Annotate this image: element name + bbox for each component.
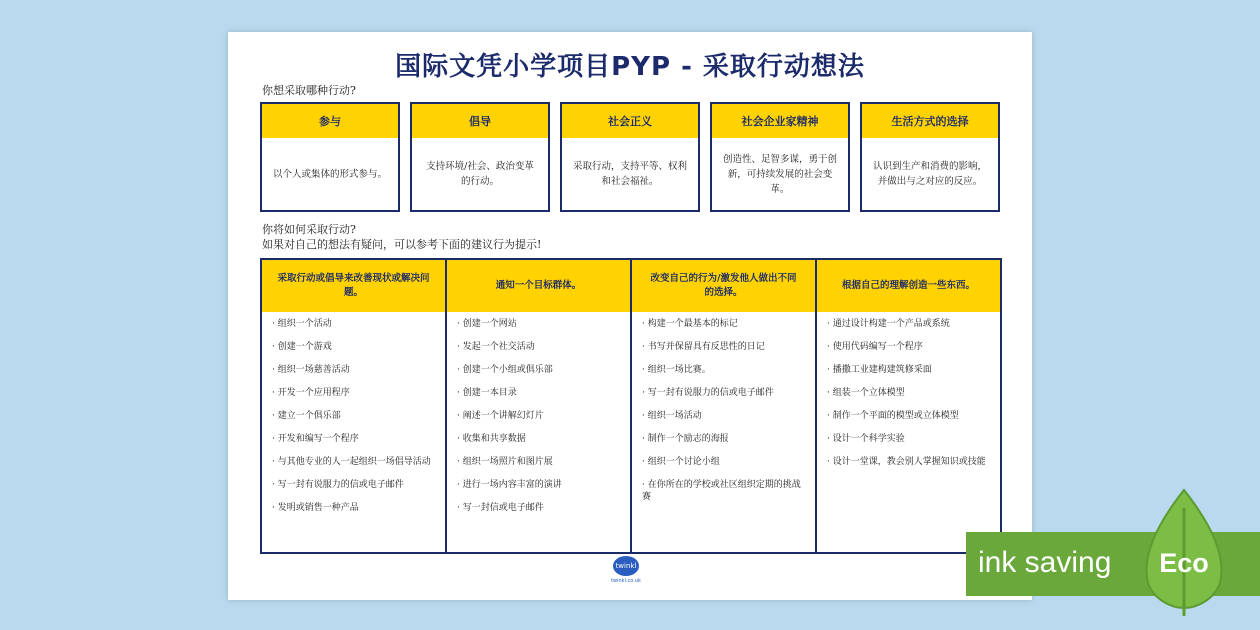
list-item: · 写一封信或电子邮件 (457, 502, 624, 514)
action-box-head: 生活方式的选择 (862, 104, 998, 138)
action-box-participation (260, 102, 400, 212)
list-item: · 创建一个网站 (457, 318, 624, 330)
list-item: · 制作一个励志的海报 (642, 433, 809, 445)
action-box-head: 倡导 (412, 104, 548, 138)
list-item: · 创建一本目录 (457, 387, 624, 399)
action-box-body: 采取行动，支持平等、权利和社会福祉。 (572, 161, 687, 187)
question-how (262, 222, 541, 252)
list-item: · 组织一个活动 (272, 318, 439, 330)
list-item: · 使用代码编写一个程序 (827, 341, 994, 353)
twinkl-logo (604, 556, 648, 590)
list-item: · 构建一个最基本的标记 (642, 318, 809, 330)
list-item: · 开发一个应用程序 (272, 387, 439, 399)
list-item: · 创建一个小组或俱乐部 (457, 364, 624, 376)
list-item: · 在你所在的学校或社区组织定期的挑战赛 (642, 479, 809, 503)
list-item: · 发起一个社交活动 (457, 341, 624, 353)
list-item: · 进行一场内容丰富的演讲 (457, 479, 624, 491)
page-title: 国际文凭小学项目PYP - 采取行动想法 (395, 52, 865, 82)
worksheet-page (228, 32, 1032, 600)
list-item: · 设计一个科学实验 (827, 433, 994, 445)
ideas-list (817, 312, 1000, 479)
action-box-head: 社会正义 (562, 104, 698, 138)
ideas-list (447, 312, 630, 525)
list-item: · 通过设计构建一个产品或系统 (827, 318, 994, 330)
action-box-head: 社会企业家精神 (712, 104, 848, 138)
ideas-list (262, 312, 445, 525)
action-box-social-entrepreneurship (710, 102, 850, 212)
list-item: · 组织一场活动 (642, 410, 809, 422)
question-action-types: 你想采取哪种行动? (262, 84, 356, 97)
list-item: · 制作一个平面的模型或立体模型 (827, 410, 994, 422)
action-box-body: 创造性、足智多谋，勇于创新，可持续发展的社会变革。 (722, 153, 837, 195)
ink-saving-label: ink saving (978, 546, 1112, 579)
ideas-list (632, 312, 815, 514)
list-item: · 书写并保留具有反思性的日记 (642, 341, 809, 353)
list-item: · 设计一堂课，教会别人掌握知识或技能 (827, 456, 994, 468)
list-item: · 创建一个游戏 (272, 341, 439, 353)
question-how-line2: 如果对自己的想法有疑问，可以参考下面的建议行为提示! (262, 238, 542, 251)
eco-label: Eco (1159, 548, 1209, 578)
action-box-body: 以个人或集体的形式参与。 (272, 168, 387, 180)
ideas-column (632, 260, 817, 552)
list-item: · 组织一个讨论小组 (642, 456, 809, 468)
ideas-column (262, 260, 447, 552)
list-item: · 组织一场慈善活动 (272, 364, 439, 376)
list-item: · 写一封有说服力的信或电子邮件 (642, 387, 809, 399)
ideas-column (447, 260, 632, 552)
list-item: · 收集和共享数据 (457, 433, 624, 445)
logo-tag: twinkl.co.uk (611, 578, 641, 584)
list-item: · 组织一场照片和图片展 (457, 456, 624, 468)
ideas-column-head: 根据自己的理解创造一些东西。 (817, 260, 1000, 312)
logo-badge: twinkl (613, 556, 639, 576)
list-item: · 开发和编写一个程序 (272, 433, 439, 445)
ideas-column-head: 通知一个目标群体。 (447, 260, 630, 312)
list-item: · 阐述一个讲解幻灯片 (457, 410, 624, 422)
list-item: · 写一封有说服力的信或电子邮件 (272, 479, 439, 491)
action-box-advocacy (410, 102, 550, 212)
action-types-row (260, 102, 1000, 214)
list-item: · 发明或销售一种产品 (272, 502, 439, 514)
eco-leaf-icon (1134, 488, 1234, 618)
question-how-line1: 你将如何采取行动? (262, 223, 356, 236)
list-item: · 播撒工业建构建筑修采面 (827, 364, 994, 376)
ideas-column (817, 260, 1000, 552)
action-box-lifestyle-choices (860, 102, 1000, 212)
ideas-column-head: 改变自己的行为/激发他人做出不同的选择。 (632, 260, 815, 312)
list-item: · 建立一个俱乐部 (272, 410, 439, 422)
list-item: · 组装一个立体模型 (827, 387, 994, 399)
action-box-head: 参与 (262, 104, 398, 138)
list-item: · 与其他专业的人一起组织一场倡导活动 (272, 456, 439, 468)
list-item: · 组织一场比赛。 (642, 364, 809, 376)
action-box-body: 支持环境/社会、政治变革的行动。 (426, 161, 534, 187)
ideas-column-head: 采取行动或倡导来改善现状或解决问题。 (262, 260, 445, 312)
action-box-social-justice (560, 102, 700, 212)
action-box-body: 认识到生产和消费的影响，并做出与之对应的反应。 (872, 161, 987, 187)
ideas-table (260, 258, 1002, 554)
